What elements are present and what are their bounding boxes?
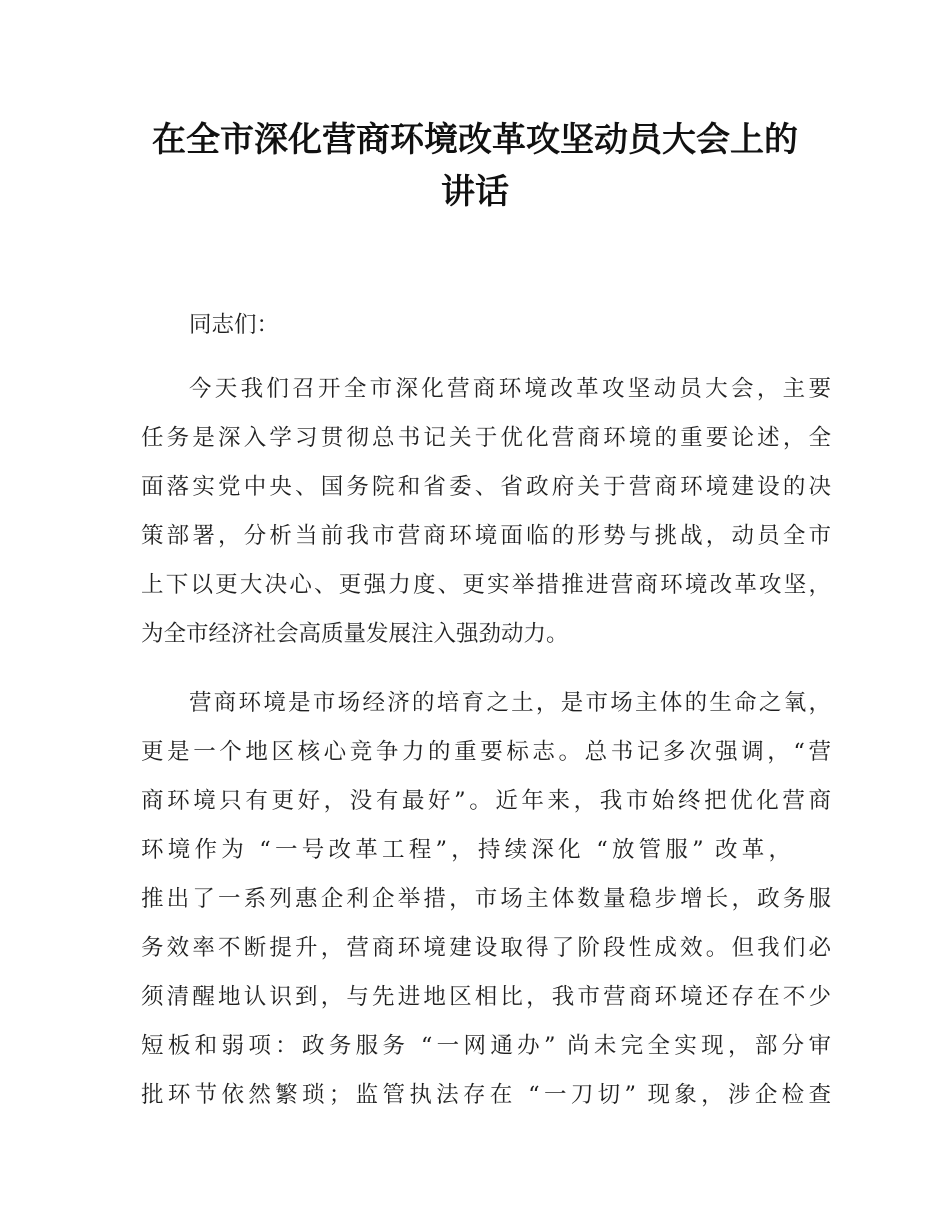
paragraph-line: 更是一个地区核心竞争力的重要标志。总书记多次强调，“营 — [141, 739, 831, 765]
paragraph-line: 推出了一系列惠企利企举措，市场主体数量稳步增长，政务服 — [141, 886, 831, 912]
paragraph-line: 批环节依然繁琐；监管执法存在 “一刀切” 现象，涉企检查 — [141, 1082, 831, 1108]
salutation: 同志们： — [189, 312, 280, 338]
paragraph-line: 环境作为 “一号改革工程”，持续深化 “放管服” 改革， — [141, 837, 791, 863]
paragraph-line: 短板和弱项：政务服务 “一网通办” 尚未完全实现，部分审 — [141, 1033, 831, 1059]
paragraph-line: 商环境只有更好，没有最好”。近年来，我市始终把优化营商 — [141, 788, 831, 814]
paragraph-line: 务效率不断提升，营商环境建设取得了阶段性成效。但我们必 — [141, 935, 831, 961]
paragraph-line: 今天我们召开全市深化营商环境改革攻坚动员大会，主要 — [189, 376, 831, 402]
paragraph-line: 策部署，分析当前我市营商环境面临的形势与挑战，动员全市 — [141, 523, 831, 549]
title-line-2: 讲话 — [441, 172, 509, 212]
document-title — [100, 114, 850, 218]
paragraph-line: 任务是深入学习贯彻总书记关于优化营商环境的重要论述，全 — [141, 425, 831, 451]
paragraph-line: 面落实党中央、国务院和省委、省政府关于营商环境建设的决 — [141, 474, 831, 500]
paragraph-line: 为全市经济社会高质量发展注入强劲动力。 — [141, 621, 569, 647]
paragraph-line: 须清醒地认识到，与先进地区相比，我市营商环境还存在不少 — [141, 984, 831, 1010]
paragraph-line: 上下以更大决心、更强力度、更实举措推进营商环境改革攻坚， — [141, 572, 831, 598]
paragraph-line: 营商环境是市场经济的培育之土，是市场主体的生命之氧， — [189, 690, 831, 716]
title-line-1: 在全市深化营商环境改革攻坚动员大会上的 — [152, 120, 798, 160]
